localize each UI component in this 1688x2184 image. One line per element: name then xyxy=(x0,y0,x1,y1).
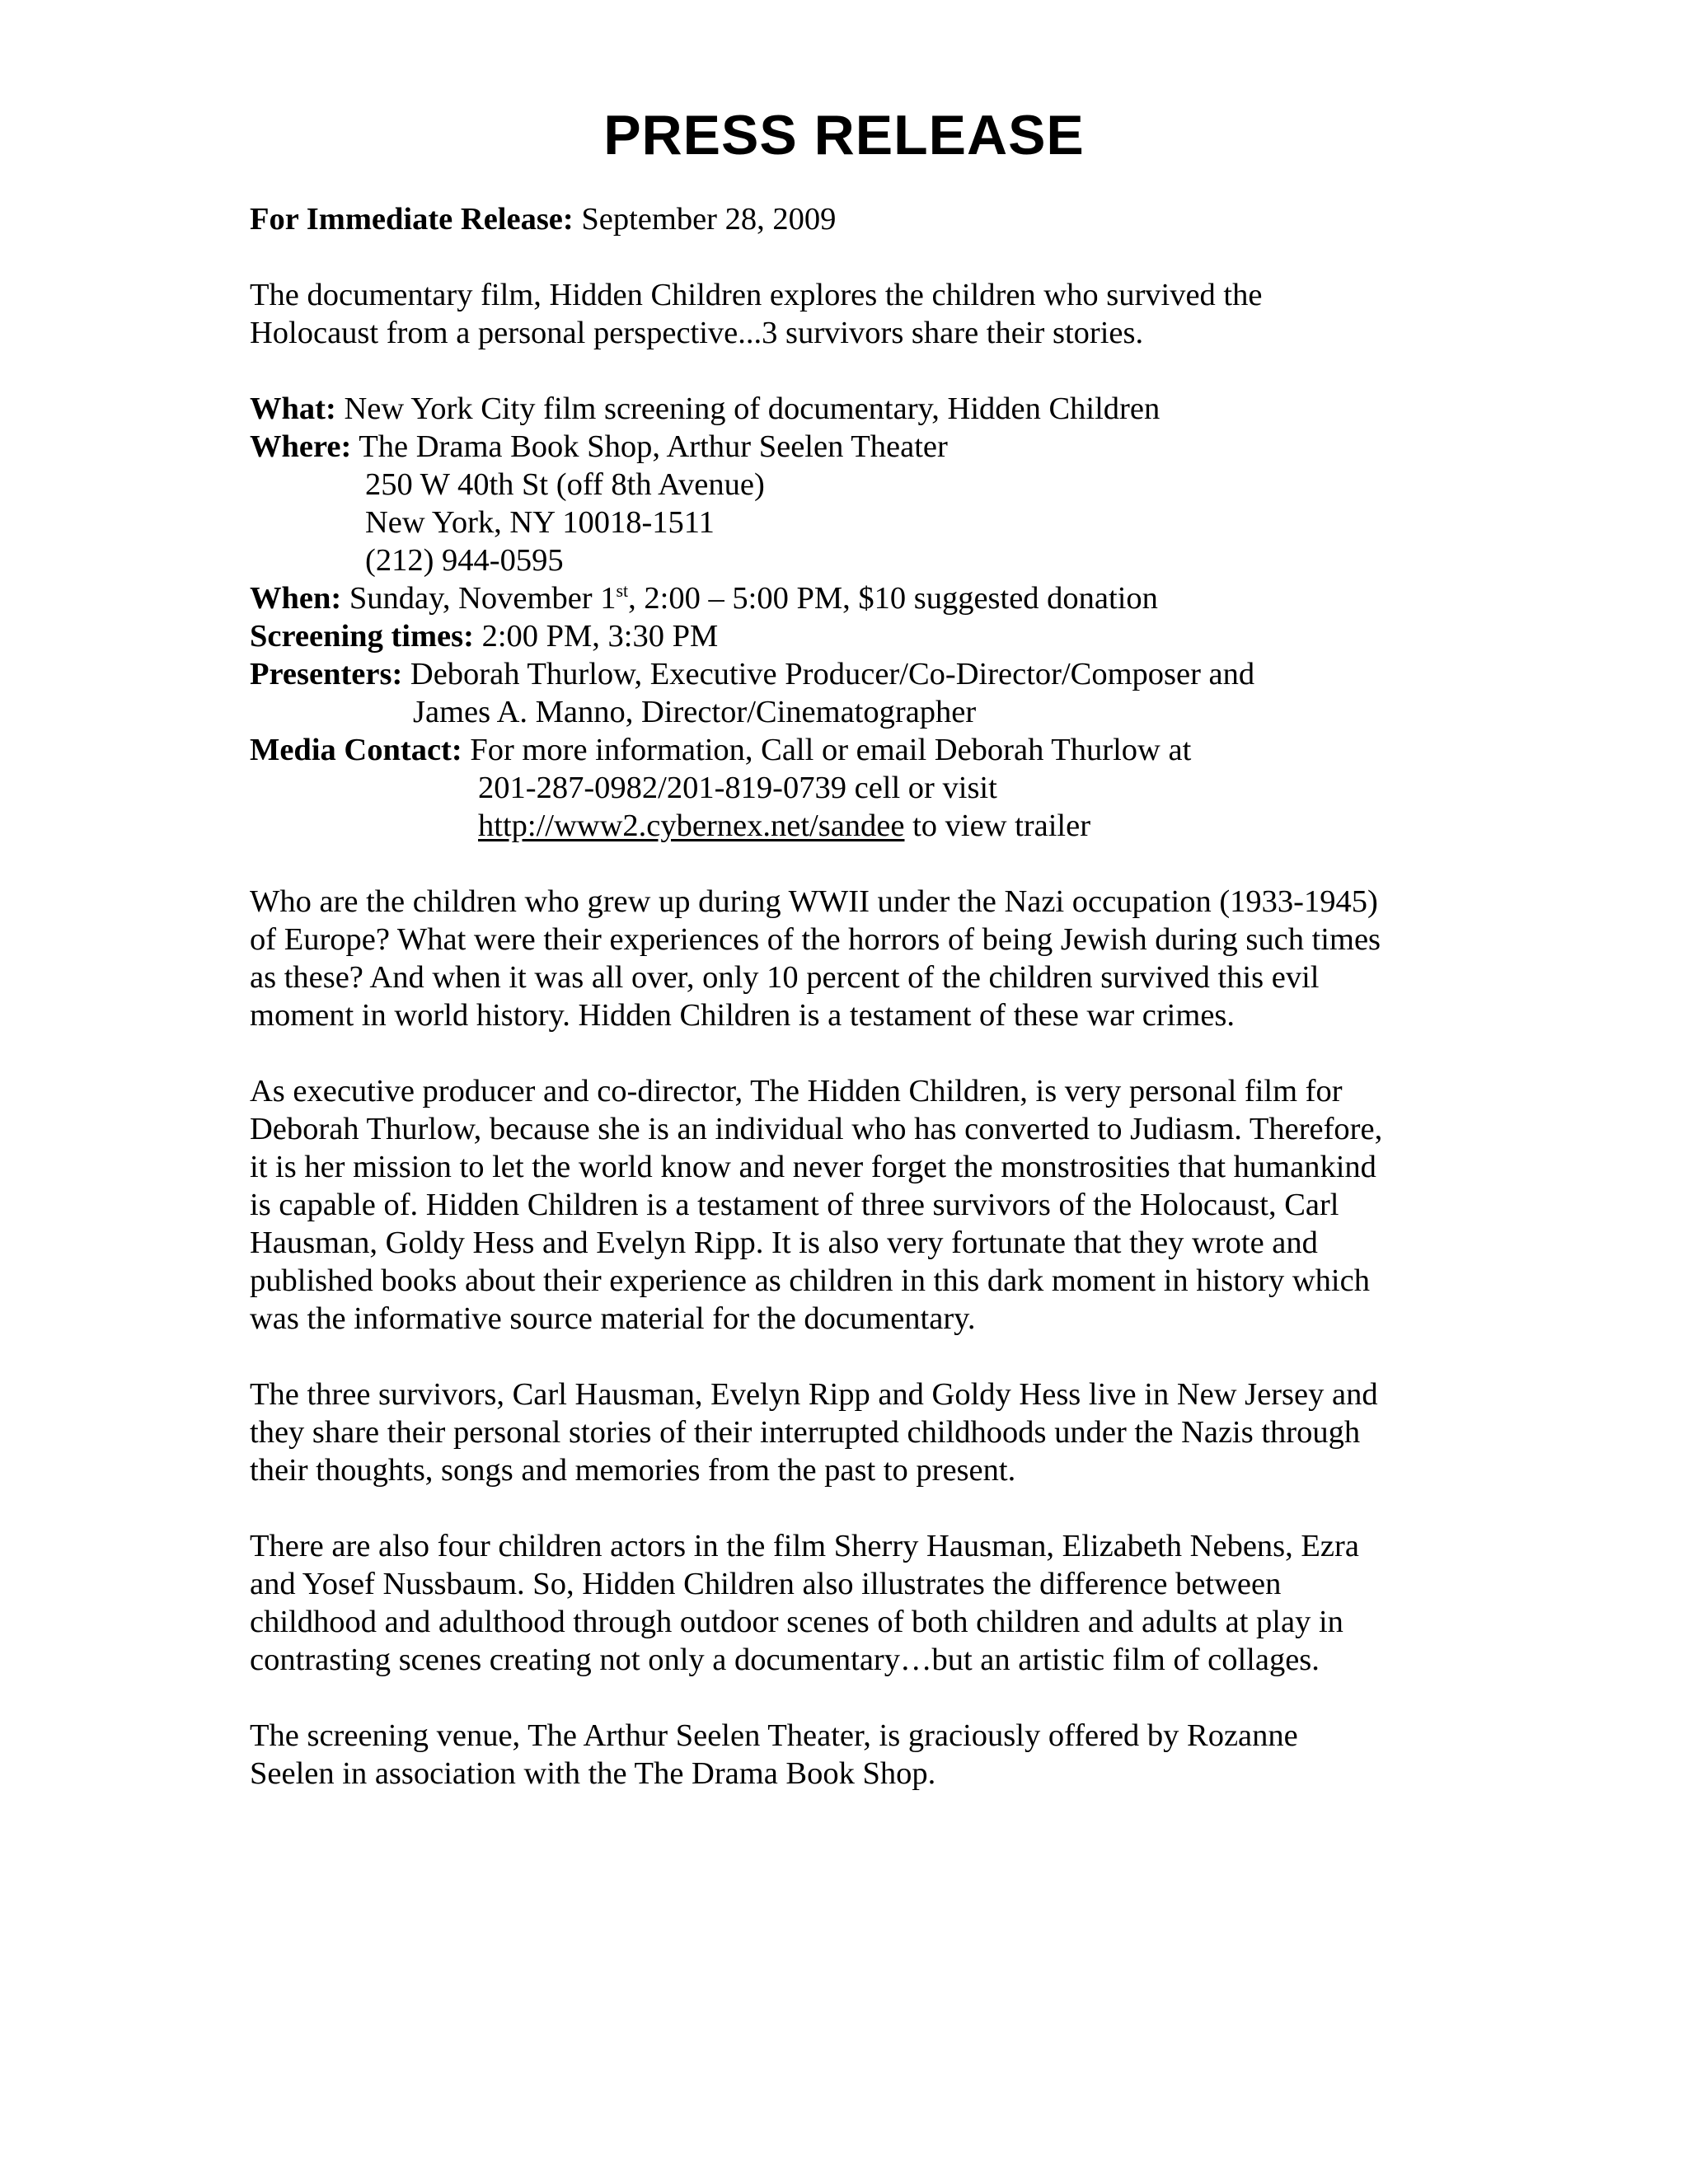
when-value xyxy=(349,581,1158,616)
when-date-suffix: st xyxy=(616,580,629,602)
presenters-value: Deborah Thurlow, Executive Producer/Co-Director/Composer and xyxy=(410,657,1255,691)
release-date-line xyxy=(250,200,1453,238)
body-paragraph-1 xyxy=(250,883,1453,1034)
intro-line: The documentary film, Hidden Children explores the children who survived the xyxy=(250,278,1263,312)
intro-line: Holocaust from a personal perspective...3 survivors share their stories. xyxy=(250,316,1144,350)
media-contact-phone: 201-287-0982/201-819-0739 cell or visit xyxy=(478,771,997,805)
spacer xyxy=(250,1338,1453,1376)
paragraph-line: The screening venue, The Arthur Seelen Theater, is graciously offered by Rozanne xyxy=(250,1718,1298,1753)
where-label: Where: xyxy=(250,429,352,464)
paragraph-line: was the informative source material for the documentary. xyxy=(250,1301,976,1336)
screening-line xyxy=(250,617,1453,655)
body-paragraph-5 xyxy=(250,1717,1453,1793)
what-label: What: xyxy=(250,391,336,426)
what-line xyxy=(250,390,1453,428)
when-line xyxy=(250,579,1453,617)
paragraph-line: published books about their experience as children in this dark moment in history which xyxy=(250,1263,1370,1298)
presenters-line xyxy=(250,655,1453,693)
presenters-label: Presenters: xyxy=(250,657,403,691)
spacer xyxy=(250,1034,1453,1072)
trailer-link[interactable]: http://www2.cybernex.net/sandee xyxy=(478,808,905,843)
presenters-value-2: James A. Manno, Director/Cinematographer xyxy=(413,695,977,729)
when-label: When: xyxy=(250,581,342,616)
body-paragraph-4 xyxy=(250,1527,1453,1679)
spacer xyxy=(250,352,1453,390)
screening-label: Screening times: xyxy=(250,619,474,654)
spacer xyxy=(250,1489,1453,1527)
intro-paragraph xyxy=(250,276,1453,352)
paragraph-line: Hausman, Goldy Hess and Evelyn Ripp. It is also very fortunate that they wrote and xyxy=(250,1226,1318,1260)
spacer xyxy=(250,238,1453,276)
media-contact-line xyxy=(250,731,1453,769)
paragraph-line: contrasting scenes creating not only a documentary…but an artistic film of collages. xyxy=(250,1643,1320,1677)
media-contact-value: For more information, Call or email Deborah Thurlow at xyxy=(470,733,1192,767)
paragraph-line: Deborah Thurlow, because she is an individual who has converted to Judiasm. Therefore, xyxy=(250,1112,1383,1146)
event-details xyxy=(250,390,1453,845)
trailer-link-suffix: to view trailer xyxy=(904,808,1091,843)
where-line xyxy=(250,428,1453,466)
release-date: September 28, 2009 xyxy=(581,202,837,237)
document-body xyxy=(250,200,1453,1793)
body-paragraph-2 xyxy=(250,1072,1453,1338)
paragraph-line: as these? And when it was all over, only 10 percent of the children survived this evil xyxy=(250,960,1320,995)
paragraph-line: childhood and adulthood through outdoor scenes of both children and adults at play in xyxy=(250,1605,1343,1639)
paragraph-line: Seelen in association with the The Drama Book Shop. xyxy=(250,1756,936,1791)
paragraph-line: it is her mission to let the world know and never forget the monstrosities that humankind xyxy=(250,1150,1376,1184)
paragraph-line: their thoughts, songs and memories from the past to present. xyxy=(250,1453,1016,1488)
media-contact-label: Media Contact: xyxy=(250,733,462,767)
media-contact-link-line xyxy=(250,807,1453,845)
body-paragraph-3 xyxy=(250,1376,1453,1489)
where-city: New York, NY 10018-1511 xyxy=(365,505,715,540)
when-time: , 2:00 – 5:00 PM, $10 suggested donation xyxy=(628,581,1158,616)
paragraph-line: they share their personal stories of their interrupted childhoods under the Nazis through xyxy=(250,1415,1361,1450)
what-value: New York City film screening of documentary, Hidden Children xyxy=(344,391,1160,426)
spacer xyxy=(250,845,1453,883)
paragraph-line: Who are the children who grew up during WWII under the Nazi occupation (1933-1945) xyxy=(250,884,1378,919)
where-address: 250 W 40th St (off 8th Avenue) xyxy=(365,467,765,502)
where-venue: The Drama Book Shop, Arthur Seelen Theater xyxy=(359,429,948,464)
paragraph-line: There are also four children actors in the film Sherry Hausman, Elizabeth Nebens, Ezra xyxy=(250,1529,1359,1563)
paragraph-line: moment in world history. Hidden Children is a testament of these war crimes. xyxy=(250,998,1236,1033)
screening-value: 2:00 PM, 3:30 PM xyxy=(481,619,719,654)
paragraph-line: As executive producer and co-director, The Hidden Children, is very personal film for xyxy=(250,1074,1343,1108)
spacer xyxy=(250,1679,1453,1717)
page-title: PRESS RELEASE xyxy=(603,104,1085,166)
paragraph-line: The three survivors, Carl Hausman, Evelyn Ripp and Goldy Hess live in New Jersey and xyxy=(250,1377,1378,1412)
paragraph-line: of Europe? What were their experiences of the horrors of being Jewish during such times xyxy=(250,922,1381,957)
where-phone: (212) 944-0595 xyxy=(365,543,564,578)
paragraph-line: and Yosef Nussbaum. So, Hidden Children also illustrates the difference between xyxy=(250,1567,1282,1601)
release-label: For Immediate Release: xyxy=(250,202,574,237)
paragraph-line: is capable of. Hidden Children is a testament of three survivors of the Holocaust, Carl xyxy=(250,1188,1339,1222)
when-date: Sunday, November 1 xyxy=(349,581,617,616)
